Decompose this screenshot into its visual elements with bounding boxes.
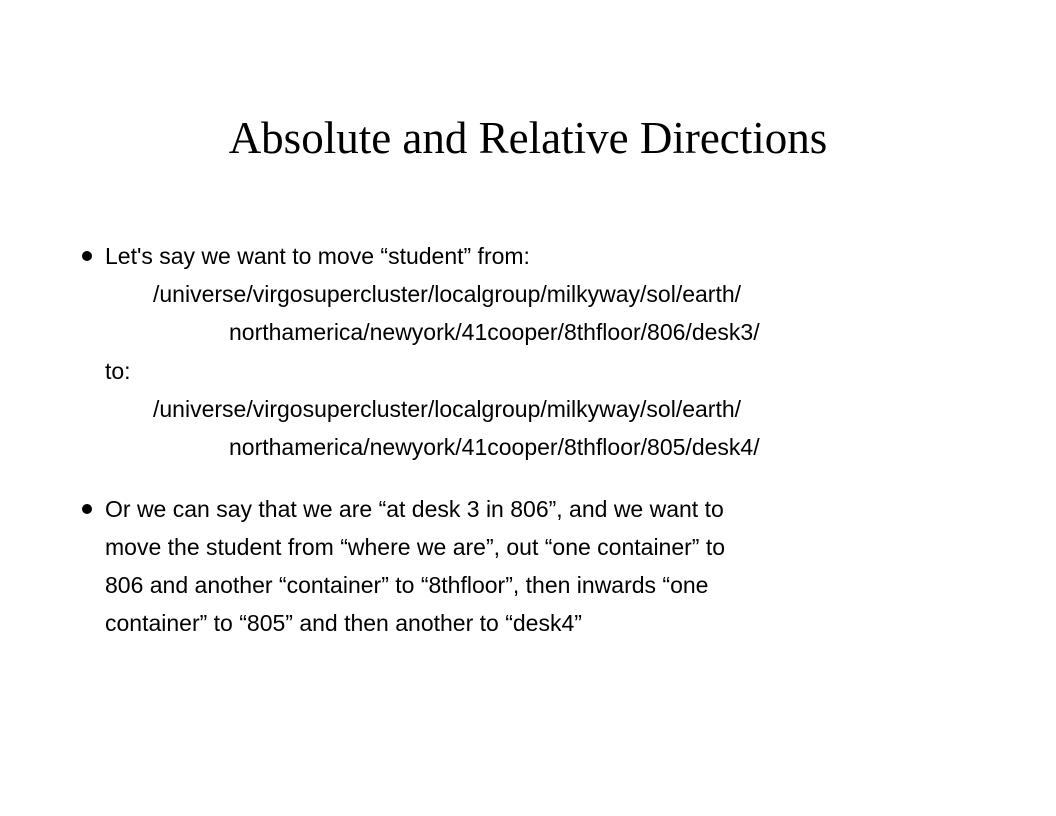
bullet-text-line: Let's say we want to move “student” from: — [105, 243, 530, 269]
path-line: northamerica/newyork/41cooper/8thfloor/806/desk3/ — [229, 319, 760, 345]
slide-title: Absolute and Relative Directions — [228, 113, 828, 163]
bullet-text-line: to: — [105, 358, 131, 384]
path-line: /universe/virgosupercluster/localgroup/milkyway/sol/earth/ — [153, 281, 742, 307]
bullet-dot — [82, 251, 92, 261]
bullet-text-line: move the student from “where we are”, out “one container” to — [105, 534, 726, 560]
bullet-dot — [82, 504, 92, 514]
bullet-text-line: Or we can say that we are “at desk 3 in 806”, and we want to — [105, 496, 724, 522]
bullet-text-line: container” to “805” and then another to “desk4” — [105, 610, 582, 636]
path-line: northamerica/newyork/41cooper/8thfloor/805/desk4/ — [229, 434, 760, 460]
path-line: /universe/virgosupercluster/localgroup/milkyway/sol/earth/ — [153, 396, 742, 422]
bullet-text-line: 806 and another “container” to “8thfloor”, then inwards “one — [105, 572, 709, 598]
